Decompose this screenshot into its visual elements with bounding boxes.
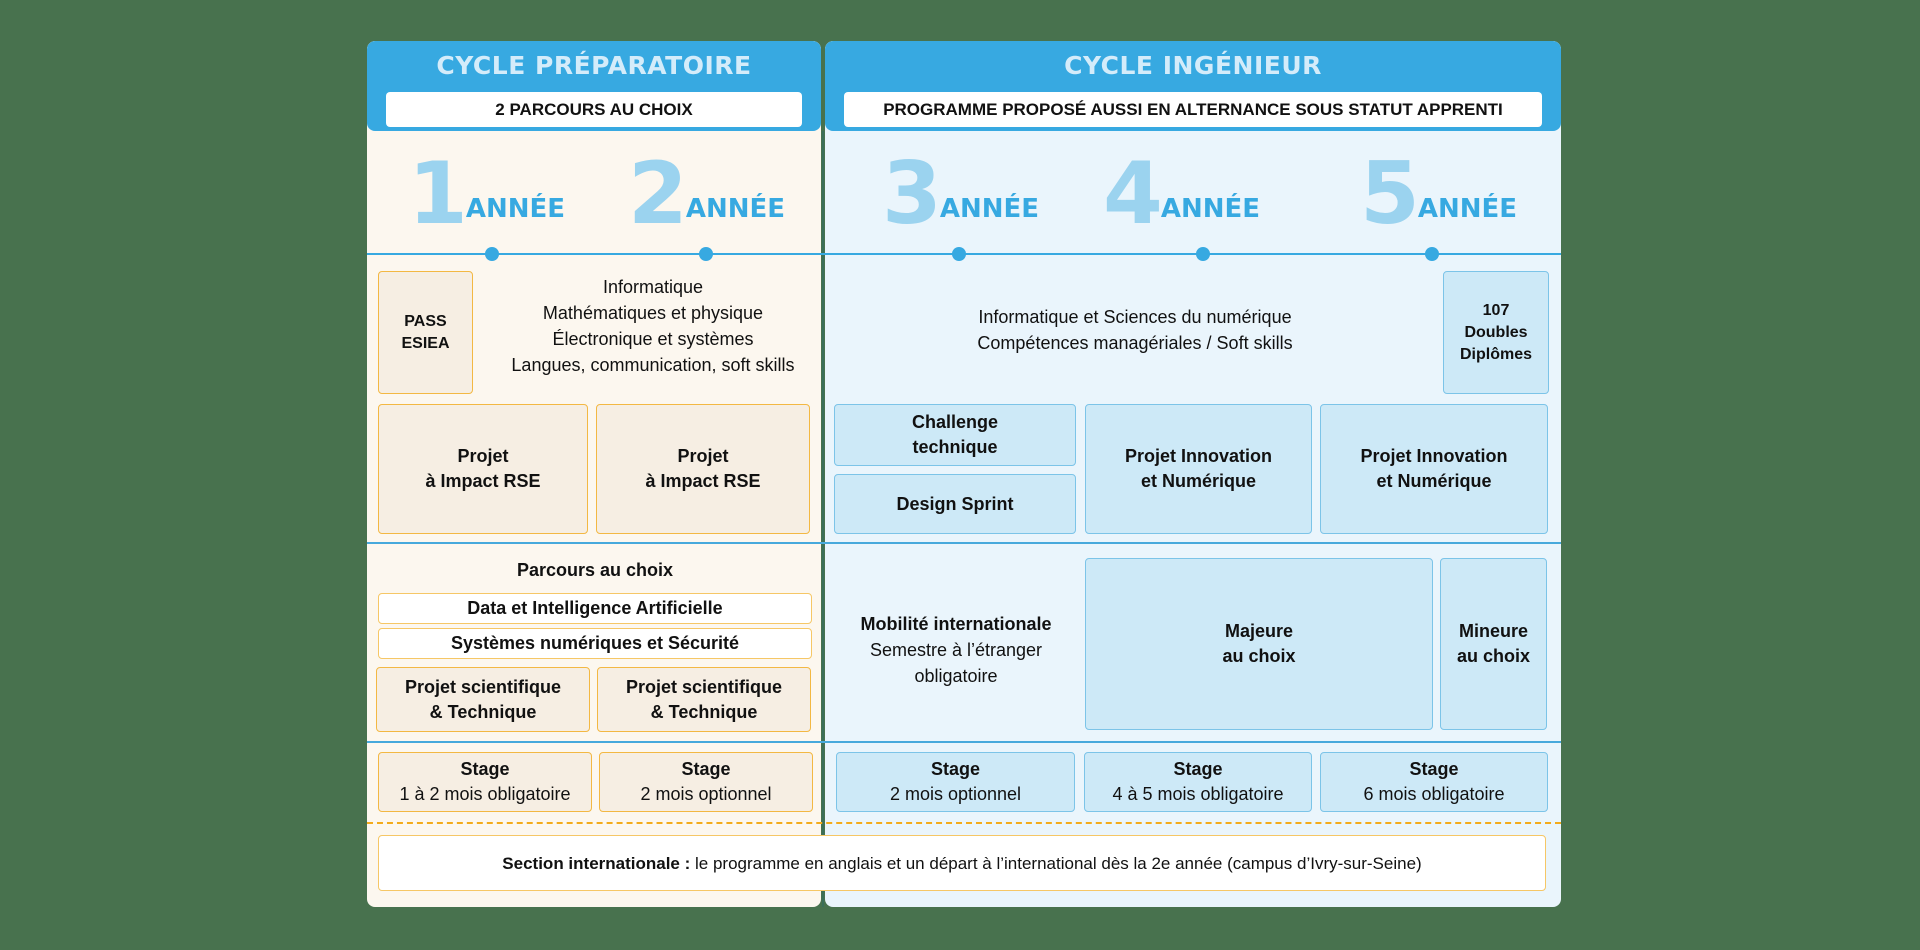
project-title: et Numérique xyxy=(1376,471,1492,491)
stage-title: Stage xyxy=(1409,759,1459,779)
international-mobility xyxy=(836,611,1076,689)
double-degrees-count: 107 xyxy=(1482,301,1510,319)
year-1-heading xyxy=(408,144,566,244)
prep-cycle-title: CYCLE PRÉPARATOIRE xyxy=(436,51,752,80)
timeline-dot-year-1 xyxy=(485,247,499,261)
subject-item: Électronique et systèmes xyxy=(552,329,754,349)
year-3-heading xyxy=(882,144,1040,244)
year-number: 3 xyxy=(882,144,938,244)
year-5-heading xyxy=(1360,144,1518,244)
row-divider xyxy=(367,542,1561,544)
year-label: ANNÉE xyxy=(685,194,786,224)
project-rse-year-1 xyxy=(378,404,588,534)
year-label: ANNÉE xyxy=(1160,194,1261,224)
subject-item: Informatique xyxy=(602,277,704,297)
project-title: et Numérique xyxy=(1140,471,1257,491)
year-4-heading xyxy=(1103,144,1261,244)
subject-item: Compétences managériales / Soft skills xyxy=(977,333,1293,353)
mobility-title: Mobilité internationale xyxy=(860,614,1052,634)
science-project-year-1 xyxy=(376,667,590,732)
year-label: ANNÉE xyxy=(939,194,1040,224)
pass-label: PASS xyxy=(404,312,447,330)
timeline-dot-year-5 xyxy=(1425,247,1439,261)
eng-cycle-title: CYCLE INGÉNIEUR xyxy=(1064,51,1322,80)
major-title: au choix xyxy=(1222,646,1296,666)
subject-item: Langues, communication, soft skills xyxy=(511,355,795,375)
major-title: Majeure xyxy=(1224,621,1294,641)
prep-cycle-header xyxy=(367,41,821,131)
minor-title: Mineure xyxy=(1458,621,1528,641)
project-title: & Technique xyxy=(650,701,758,722)
esiea-label: ESIEA xyxy=(401,334,450,352)
project-title: à Impact RSE xyxy=(425,471,541,491)
challenge-technique-box xyxy=(834,404,1076,466)
cycle-divider xyxy=(822,131,824,907)
year-number: 5 xyxy=(1360,144,1416,244)
dashed-divider xyxy=(367,822,1561,824)
international-section-text: le programme en anglais et un départ à l’international dès la 2e année (campus d’Ivry-sur-Seine) xyxy=(690,853,1422,873)
project-rse-year-2 xyxy=(596,404,810,534)
stage-year-5 xyxy=(1320,752,1548,812)
year-label: ANNÉE xyxy=(1417,194,1518,224)
stage-year-4 xyxy=(1084,752,1312,812)
design-sprint-title: Design Sprint xyxy=(896,493,1014,514)
subject-item: Mathématiques et physique xyxy=(542,303,764,323)
prep-cycle-subtitle: 2 PARCOURS AU CHOIX xyxy=(386,92,802,127)
year-label: ANNÉE xyxy=(465,194,566,224)
challenge-title: technique xyxy=(912,437,998,457)
design-sprint-box xyxy=(834,474,1076,534)
project-title: Projet Innovation xyxy=(1360,446,1508,466)
project-title: Projet scientifique xyxy=(625,676,783,697)
timeline-dot-year-3 xyxy=(952,247,966,261)
stage-detail: 1 à 2 mois obligatoire xyxy=(399,784,571,804)
stage-title: Stage xyxy=(460,759,510,779)
stage-title: Stage xyxy=(681,759,731,779)
double-degrees-label: Doubles xyxy=(1464,323,1528,341)
parcours-option-systems-security xyxy=(378,628,812,659)
stage-title: Stage xyxy=(1173,759,1223,779)
timeline-dot-year-2 xyxy=(699,247,713,261)
challenge-title: Challenge xyxy=(911,412,999,432)
project-title: Projet xyxy=(457,446,509,466)
stage-year-3 xyxy=(836,752,1075,812)
project-title: à Impact RSE xyxy=(645,471,761,491)
eng-cycle-subtitle: PROGRAMME PROPOSÉ AUSSI EN ALTERNANCE SOUS STATUT APPRENTI xyxy=(844,92,1542,127)
eng-subjects-list xyxy=(900,304,1370,356)
parcours-option-label: Systèmes numériques et Sécurité xyxy=(450,633,740,653)
row-divider xyxy=(367,741,1561,743)
eng-cycle-header xyxy=(825,41,1561,131)
project-title: Projet Innovation xyxy=(1124,446,1272,466)
minor-box xyxy=(1440,558,1547,730)
parcours-option-label: Data et Intelligence Artificielle xyxy=(467,598,723,618)
stage-detail: 4 à 5 mois obligatoire xyxy=(1112,784,1284,804)
prep-subjects-list xyxy=(484,274,822,378)
stage-year-1 xyxy=(378,752,592,812)
mobility-detail: obligatoire xyxy=(914,666,998,686)
stage-detail: 6 mois obligatoire xyxy=(1363,784,1505,804)
double-degrees-box xyxy=(1443,271,1549,394)
stage-detail: 2 mois optionnel xyxy=(889,784,1022,804)
science-project-year-2 xyxy=(597,667,811,732)
year-number: 4 xyxy=(1103,144,1159,244)
parcours-title: Parcours au choix xyxy=(516,560,674,580)
subject-item: Informatique et Sciences du numérique xyxy=(978,307,1292,327)
innovation-project-year-4 xyxy=(1085,404,1312,534)
minor-title: au choix xyxy=(1456,646,1531,666)
international-section-box xyxy=(378,835,1546,891)
year-2-heading xyxy=(628,144,786,244)
stage-title: Stage xyxy=(930,759,981,779)
stage-detail: 2 mois optionnel xyxy=(640,784,772,804)
project-title: Projet scientifique xyxy=(404,676,562,697)
project-title: Projet xyxy=(677,446,729,466)
project-title: & Technique xyxy=(429,701,537,722)
double-degrees-label: Diplômes xyxy=(1459,345,1532,363)
parcours-option-data-ia xyxy=(378,593,812,624)
year-number: 1 xyxy=(408,144,464,244)
major-box xyxy=(1085,558,1433,730)
international-section-label: Section internationale : xyxy=(502,853,691,873)
stage-year-2 xyxy=(599,752,813,812)
innovation-project-year-5 xyxy=(1320,404,1548,534)
year-number: 2 xyxy=(628,144,684,244)
timeline-dot-year-4 xyxy=(1196,247,1210,261)
pass-esiea-box xyxy=(378,271,473,394)
mobility-detail: Semestre à l’étranger xyxy=(869,640,1043,660)
